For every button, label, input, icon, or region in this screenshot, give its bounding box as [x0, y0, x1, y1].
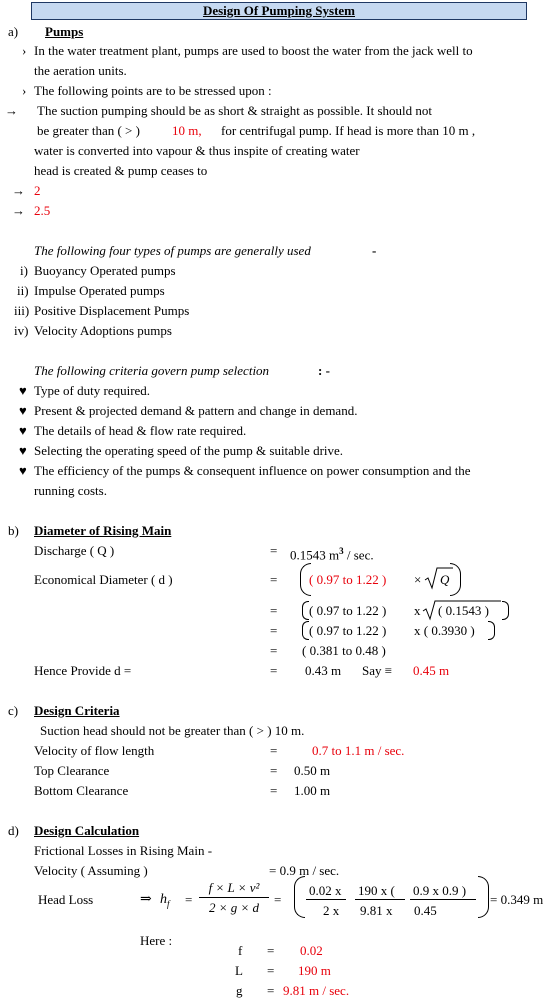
criteria-item: The efficiency of the pumps & consequent influence on power consumption and the: [34, 463, 471, 478]
equals-sign: =: [270, 572, 278, 587]
diameter-coefficient: ( 0.97 to 1.22 ): [309, 623, 387, 638]
say-value: 0.45 m: [413, 663, 450, 678]
bullet-marker: ›: [22, 43, 27, 58]
section-b-heading: Diameter of Rising Main: [34, 523, 172, 538]
equals-sign: =: [267, 963, 275, 978]
calc-numerator: 0.9 x 0.9 ): [413, 883, 467, 898]
heart-bullet-icon: ♥: [19, 443, 27, 458]
criteria-item: Selecting the operating speed of the pump & suitable drive.: [34, 443, 344, 458]
arrow-icon: →: [5, 103, 18, 118]
right-bracket: [488, 621, 495, 640]
hf-symbol: $h_f$: [160, 892, 170, 909]
fraction-line: [199, 897, 269, 898]
discharge-label: Discharge ( Q ): [34, 543, 115, 558]
implies-icon: ⇒: [140, 892, 152, 907]
sqrt-argument: Q: [440, 572, 450, 587]
velocity-value: = 0.9 m / sec.: [269, 863, 340, 878]
type-num: ii): [17, 283, 29, 298]
section-d-label: d): [8, 823, 19, 838]
criteria-value: 1.00 m: [294, 783, 331, 798]
type-item: Buoyancy Operated pumps: [34, 263, 176, 278]
calc-denominator: 2 x: [323, 903, 340, 918]
point1-text: be greater than ( > ): [37, 123, 140, 138]
criteria-item: Present & projected demand & pattern and change in demand.: [34, 403, 358, 418]
formula-denominator: 2 × g × d: [208, 900, 260, 915]
frictional-losses-label: Frictional Losses in Rising Main -: [34, 843, 213, 858]
section-a-label: a): [8, 24, 19, 39]
calc-numerator: 190 x (: [358, 883, 395, 898]
right-bracket: [502, 601, 509, 620]
sqrt-result: x ( 0.3930 ): [414, 623, 475, 638]
type-item: Impulse Operated pumps: [34, 283, 165, 298]
arrow-icon: →: [12, 183, 25, 198]
point1-text: water is converted into vapour & thus inspite of creating water: [34, 143, 360, 158]
type-num: i): [20, 263, 28, 278]
fraction-line: [355, 899, 405, 900]
head-loss-result: = 0.349 m: [490, 892, 544, 907]
formula-numerator: f × L × v²: [208, 880, 260, 895]
times-sign: ×: [414, 572, 422, 587]
fraction-line: [306, 899, 346, 900]
provide-label: Hence Provide d =: [34, 663, 132, 678]
equals-sign: =: [270, 623, 278, 638]
equals-sign: =: [270, 663, 278, 678]
equals-sign: =: [270, 763, 278, 778]
types-heading: The following four types of pumps are generally used: [34, 243, 311, 258]
calc-numerator: 0.02 x: [309, 883, 342, 898]
left-bracket: [302, 601, 309, 620]
diameter-coefficient: ( 0.97 to 1.22 ): [309, 572, 387, 587]
equals-sign: =: [270, 743, 278, 758]
diameter-range: ( 0.381 to 0.48 ): [302, 643, 386, 658]
right-bracket: [450, 563, 461, 596]
equals-sign: =: [270, 643, 278, 658]
equals-sign: =: [270, 543, 278, 558]
section-c-heading: Design Criteria: [34, 703, 120, 718]
heart-bullet-icon: ♥: [19, 423, 27, 438]
criteria-item: running costs.: [34, 483, 107, 498]
bullet-text: In the water treatment plant, pumps are used to boost the water from the jack well to: [34, 43, 473, 58]
bullet-text: The following points are to be stressed upon :: [34, 83, 272, 98]
left-bracket: [294, 876, 305, 918]
criteria-heading: The following criteria govern pump selection: [34, 363, 270, 378]
point2-value: 2: [34, 183, 41, 198]
bullet-text: the aeration units.: [34, 63, 127, 78]
suction-criteria: Suction head should not be greater than ( > ) 10 m.: [40, 723, 305, 738]
var-value: 190 m: [298, 963, 331, 978]
criteria-label: Top Clearance: [34, 763, 110, 778]
type-num: iv): [14, 323, 29, 338]
left-bracket: [302, 621, 309, 640]
section-d-heading: Design Calculation: [34, 823, 140, 838]
point1-text: The suction pumping should be as short & straight as possible. It should not: [37, 103, 433, 118]
criteria-label: Velocity of flow length: [34, 743, 155, 758]
criteria-item: Type of duty required.: [34, 383, 151, 398]
equals-sign: =: [270, 603, 278, 618]
var-value: 9.81 m / sec.: [283, 983, 350, 998]
criteria-value: 0.7 to 1.1 m / sec.: [312, 743, 405, 758]
velocity-label: Velocity ( Assuming ): [34, 863, 148, 878]
equals-sign: =: [270, 783, 278, 798]
equals-sign: =: [267, 943, 275, 958]
point1-text: for centrifugal pump. If head is more than 10 m ,: [221, 123, 476, 138]
discharge-value: 0.1543 $m^3$ / sec.: [290, 546, 374, 563]
equals-sign: =: [185, 892, 193, 907]
say-label: Say ≡: [362, 663, 393, 678]
var-symbol: L: [235, 963, 243, 978]
type-num: iii): [14, 303, 30, 318]
times-sign: x: [414, 603, 421, 618]
diameter-coefficient: ( 0.97 to 1.22 ): [309, 603, 387, 618]
equals-sign: =: [267, 983, 275, 998]
criteria-label: Bottom Clearance: [34, 783, 129, 798]
types-dash: -: [372, 243, 377, 258]
fraction-line: [410, 899, 476, 900]
type-item: Positive Displacement Pumps: [34, 303, 190, 318]
bullet-marker: ›: [22, 83, 27, 98]
heart-bullet-icon: ♥: [19, 403, 27, 418]
page-title: Design Of Pumping System: [31, 2, 527, 20]
econ-diameter-label: Economical Diameter ( d ): [34, 572, 173, 587]
point1-text: head is created & pump ceases to: [34, 163, 208, 178]
criteria-value: 0.50 m: [294, 763, 331, 778]
provide-value: 0.43 m: [305, 663, 342, 678]
point1-value: 10 m,: [172, 123, 202, 138]
criteria-dash: : -: [318, 363, 330, 378]
sqrt-argument: ( 0.1543 ): [438, 603, 489, 618]
calc-denominator: 0.45: [414, 903, 437, 918]
head-loss-label: Head Loss: [38, 892, 94, 907]
heart-bullet-icon: ♥: [19, 383, 27, 398]
criteria-item: The details of head & flow rate required.: [34, 423, 247, 438]
type-item: Velocity Adoptions pumps: [34, 323, 172, 338]
here-label: Here :: [140, 933, 173, 948]
right-bracket: [478, 876, 489, 918]
calc-denominator: 9.81 x: [360, 903, 393, 918]
section-a-heading: Pumps: [45, 24, 84, 39]
heart-bullet-icon: ♥: [19, 463, 27, 478]
point3-value: 2.5: [34, 203, 51, 218]
var-symbol: g: [236, 983, 243, 998]
equals-sign: =: [274, 892, 282, 907]
section-b-label: b): [8, 523, 19, 538]
var-value: 0.02: [300, 943, 323, 958]
section-c-label: c): [8, 703, 19, 718]
var-symbol: f: [238, 943, 243, 958]
arrow-icon: →: [12, 203, 25, 218]
